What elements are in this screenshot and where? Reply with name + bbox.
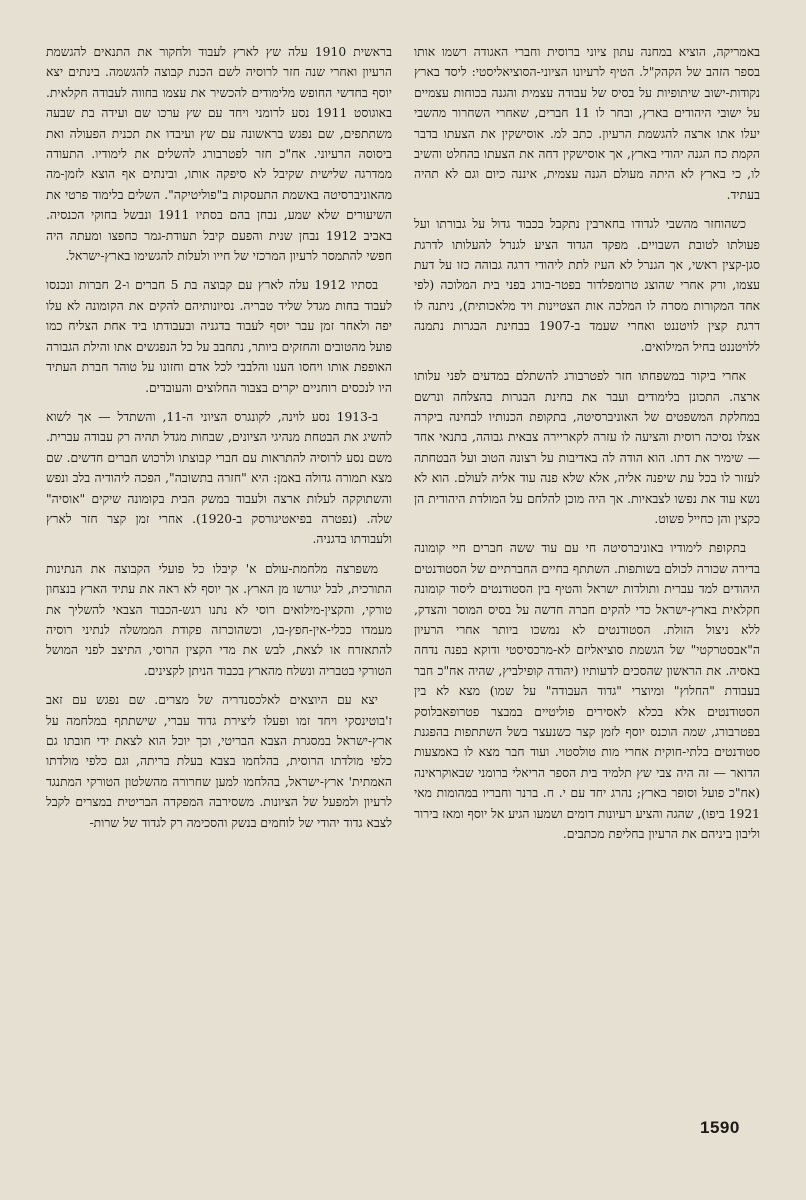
text-columns <box>46 42 760 1137</box>
paragraph: כשהוחזר מהשבי לגדודו בחארבין נתקבל בכבוד גדול על גבורתו ועל פעולתו לטובת השבויים. מפקד הגדוד הציע לגנרל להעלותו לדרגת סגן-קצין ראשי, אך הגנרל לא העיז לתת ליהודי דרגה גבוהה כזו על דעת עצמו, ורק אחרי שהוצג טרומפלדור בפטר-בורג בפני בית המלוכה (לפי אחד המקורות מסרה לו המלכה אות הצטיינות ויד מלאכותית), ניתנה לו דרגת קצין לויטננט ואחרי שעמד ב-1907 בבחינת הבגרות נתמנה ללויטננט בחיל המילואים. <box>414 217 760 354</box>
paragraph: ב-1913 נסע לוינה, לקונגרס הציוני ה-11, והשתדל — אך לשוא להשיג את הבטחת מנהיגי הציונים, שבחות מגדל תהיה רק עבודה עברית. משם נסע לרוסיה להתראות עם חברי קבוצתו ולרכוש חברים חדשים. שם מצא תמורה גדולה באמן: היא "חזרה בתשובה", הפכה ליהודיה בלב ונפש והשתוקקה לעלות ארצה ולעבוד במשק הבית בקומונה שיקים "אוסיה" שלה. (נפטרה בפיאטיגורסק ב-1920). אחרי זמן קצר חזר לארץ ולעבודתו בדגניה. <box>46 409 392 547</box>
paragraph: יצא עם היוצאים לאלכסנדריה של מצרים. שם נפגש עם זאב ז'בוטינסקי ויחד זמו ופעלו ליצירת גדוד עברי, שישתתף במלחמה על ארץ-ישראל במסגרת הצבא הבריטי, וכך יוכל הוא לצאת ידי חובתו גם כלפי מולדתו הרוסית, בהלחמו בצבא בעלת בריתה, וגם כלפי מולדתו האמתית' ארץ-ישראל, בהלחמו למען שחרורה מהשלטון הטורקי המתנגד לרעיון ולמפעל של הציונות. משסירבה המפקדה הבריטית במצרים לקבל לצבא גדוד יהודי של לוחמים בנשק והסכימה רק לגדוד של שרות- <box>46 693 392 830</box>
paragraph: באמריקה, הוציא במחנה עתון ציוני ברוסית וחברי האגודה רשמו אותו בספר הזהב של הקהק"ל. הטיף לרעיונו הציוני-הסוציאליסטי: ליסד בארץ נקודות-ישוב שיתופיות על בסיס של עבודה עצמית והגנה בכוחות עצמיים על ישובי היהודים בארץ, ובחר לו 11 חברים, שאחרי השחרור מהשבי יעלו אתו ארצה להגשמת הרעיון. כתב למ. אוסישקין את הצעתו בדבר הקמת כח הגנה יהודי בארץ, אך אוסישקין דחה את הצעתו בהחלט והשיב לו, כי בארץ לא היתה מעולם הגנה עצמית, איננה כיום וגם לא תהיה בעתיד. <box>414 45 760 202</box>
page-number: 1590 <box>700 1118 740 1137</box>
paragraph: בתקופת לימודיו באוניברסיטה חי עם עוד ששה חברים חיי קומונה בדירה שכורה לכולם בשותפות. השתתף בחיים החברתיים של הסטודנטים היהודים למד עברית ותולדות ישראל והטיף בין הסטודנטים ליסוד קומונה חקלאית בארץ-ישראל כדי להקים חברה חדשה על בסיס המוסר והצדק, ללא ניצול הזולת. הסטודנטים לא נמשכו ביותר אחרי הרעיון ה"אבסטרקטי" של הגשמת סוציאליזם לא-מרכסיסטי ודוקא בפנה נדחה באסיה. את הראשון שהסכים לדעותיו (יהודה קופילביץ, שהיה אח"כ חבר בעבודת "החלוץ" ומיוצרי "גדוד העבודה" על שמו) מצא לא בין הסטודנטים אלא בכלא לאסירים פוליטיים במבצר פטרופאבלוסק בפטרבורג, שמה הוכנס יוסף לזמן קצר כשנעצר בשל השתתפות בהפגנת סטודנטים בלתי-חוקית אחרי מות טולסטוי. ועוד חבר מצא לו באמצעות הדואר — זה היה צבי שץ תלמיד בית הספר הריאלי ברומני שבאוקראינה (אח"כ פועל וסופר בארץ; נהרג יחד עם י. ח. ברנר וחבריו במהומות מאי 1921 ביפו), שהגה והציע רעיונות דומים ושמעו הגיע אל יוסף ומאז בירור וליבון ביניהם את הרעיון בחליפת מכתבים. <box>414 541 760 842</box>
left-column <box>46 42 392 1137</box>
paragraph: בסתיו 1912 עלה לארץ עם קבוצה בת 5 חברים ו-2 חברות ונכנסו לעבוד בחות מגדל שליד טבריה. נסיונותיהם להקים את הקומונה לא עלו יפה ולאחר זמן עבר יוסף לעבוד בדגניה ובעבודתו ביד אחת הצליח כמו פועל מהטובים והחזקים ביותר, נתחבב על כל הנפגשים אתו והילת הגבורה האופפת אותו ויחסו הענו והלבבי לכל אדם וחזונו על טוהר חברת העתיד היו לנכסים רוחניים יקרים בצבור החלוצים והעובדים. <box>46 278 392 395</box>
right-column <box>414 42 760 1137</box>
paragraph: אחרי ביקור במשפחתו חזר לפטרבורג להשתלם במדעים לפני עלותו ארצה. התכונן בלימודים ועבר את בחינת הבגרות בהצלחה ונרשם במחלקת המשפטים של האוניברסיטה, בתקופת הכנותיו לבחינה ביקרה אצלו נסיכה רוסית והציעה לו עזרה לקאריירה צבאית גבוהה, בתנאי אחד — שימיר את דתו. הוא הודה לה באדיבות על רצונה הטוב ועל הבטחתה לעזור לו בכל עת שיפנה אליה, אלא שלא פנה עוד אליה לעולם. הוא לא נשא עוד את נפשו לצבאיות. אך היה מוכן להלחם על המולדת היהודית הן כקצין והן כחייל פשוט. <box>414 369 760 526</box>
paragraph: בראשית 1910 עלה שץ לארץ לעבוד ולחקור את התנאים להגשמת הרעיון ואחרי שנה חזר לרוסיה לשם הכנת קבוצה להגשמה. בינתים יצא יוסף בחדשי החופש מלימודים להכשיר את עצמו בחווה לעבודה חקלאית. באוגוסט 1911 נסע לרומני ויחד עם שץ ערכו שם ועידה בת שבעה משתתפים, שם נפגש בראשונה עם שץ ועיבדו את תכנית הפעולה ואת ביסוסה הרעיוני. אח"כ חזר לפטרבורג להשלים את לימודיו. התעודה ממדרגה שלישית שקיבל לא סיפקה אותו, ובינתים אף הוצא לזמן-מה מהאוניברסיטה באשמת התעסקות ב"פוליטיקה". השלים בלימוד פרטי את השיעורים שלא שמע, נבחן בהם בסתיו 1911 ונבשל בחוקי הכנסיה. באביב 1912 נבחן שנית והפעם קיבל תעודת-גמר כחפצו ומעתה היה חפשי להתמסר לרעיון המרכזי של חייו ולעלות להגשימו בארץ-ישראל. <box>46 45 392 264</box>
paragraph: משפרצה מלחמת-עולם א' קיבלו כל פועלי הקבוצה את הנתינות התורכית, לבל יגורשו מן הארץ. אך יוסף לא ראה את עתיד הארץ בנצחון טורקי, והקצין-מילואים רוסי לא נתנו רגש-הכבוד הצבאי להשליך את מעמדו ככלי-אין-חפץ-בו, וכשהוכרזה פקודת הממשלה לנתיני רוסיה להתאזרח או לצאת, לבש את מדי הקצין הרוסי, התיצב לפני המושל הטורקי בטבריה ונשלח מהארץ בכבוד הניתן לקצינים. <box>46 561 392 678</box>
